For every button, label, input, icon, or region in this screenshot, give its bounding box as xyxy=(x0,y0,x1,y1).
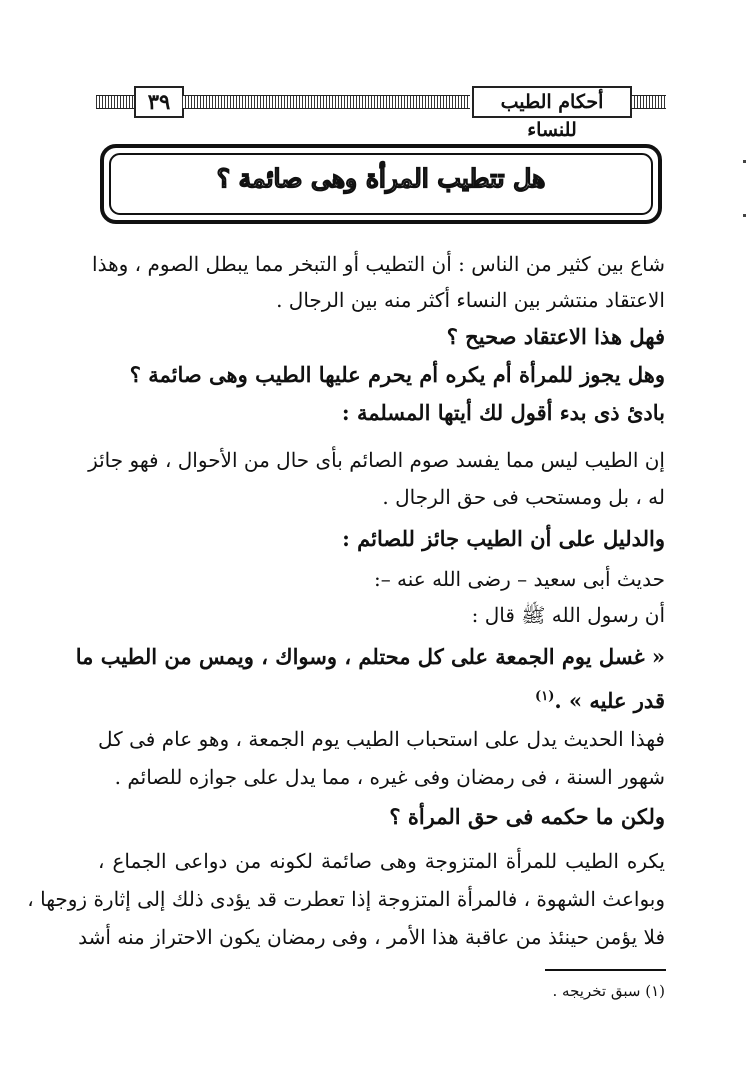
body-line: فلا يؤمن حينئذ من عاقبة هذا الأمر ، وفى رمضان يكون الاحتراز منه أشد xyxy=(78,925,665,949)
running-header xyxy=(96,86,666,141)
question-heading: فهل هذا الاعتقاد صحيح ؟ xyxy=(446,324,665,349)
body-line: أن رسول الله ﷺ قال : xyxy=(471,603,665,627)
body-line: وبواعث الشهوة ، فالمرأة المتزوجة إذا تعطرت قد يؤدى ذلك إلى إثارة زوجها ، xyxy=(27,887,665,911)
page-number: ٣٩ xyxy=(134,86,184,118)
footnote-separator xyxy=(545,969,666,971)
footnote-reference: (١) xyxy=(535,689,555,704)
body-line: شهور السنة ، فى رمضان وفى غيره ، مما يدل على جوازه للصائم . xyxy=(114,765,665,789)
scan-mark xyxy=(743,214,746,217)
chapter-title: هل تتطيب المرأة وهى صائمة ؟ xyxy=(216,164,546,193)
hadith-text: « غسل يوم الجمعة على كل محتلم ، وسواك ، ويمس من الطيب ما xyxy=(75,644,665,669)
header-ornament-middle xyxy=(182,95,470,109)
body-line: إن الطيب ليس مما يفسد صوم الصائم بأى حال من الأحوال ، فهو جائز xyxy=(88,448,665,472)
chapter-title-frame xyxy=(100,144,662,224)
question-heading: وهل يجوز للمرأة أم يكره أم يحرم عليها الطيب وهى صائمة ؟ xyxy=(129,362,665,387)
section-heading: ولكن ما حكمه فى حق المرأة ؟ xyxy=(389,804,665,829)
body-line: حديث أبى سعيد – رضى الله عنه –: xyxy=(373,567,665,591)
scan-mark xyxy=(743,160,746,163)
question-heading: بادئ ذى بدء أقول لك أيتها المسلمة : xyxy=(341,400,665,425)
header-ornament-right xyxy=(631,95,666,109)
body-line: الاعتقاد منتشر بين النساء أكثر منه بين الرجال . xyxy=(276,288,665,312)
book-title: أحكام الطيب للنساء xyxy=(472,86,632,118)
body-line: يكره الطيب للمرأة المتزوجة وهى صائمة لكونه من دواعى الجماع ، xyxy=(98,849,665,873)
section-heading: والدليل على أن الطيب جائز للصائم : xyxy=(342,526,665,551)
body-line: شاع بين كثير من الناس : أن التطيب أو التبخر مما يبطل الصوم ، وهذا xyxy=(92,252,665,276)
body-line: له ، بل ومستحب فى حق الرجال . xyxy=(382,485,665,509)
footnote: (١) سبق تخريجه . xyxy=(552,982,665,1000)
hadith-closing: قدر عليه » . xyxy=(554,688,665,713)
header-ornament-left xyxy=(96,95,134,109)
body-line: فهذا الحديث يدل على استحباب الطيب يوم الجمعة ، وهو عام فى كل xyxy=(98,727,665,751)
hadith-text-end xyxy=(535,680,665,718)
